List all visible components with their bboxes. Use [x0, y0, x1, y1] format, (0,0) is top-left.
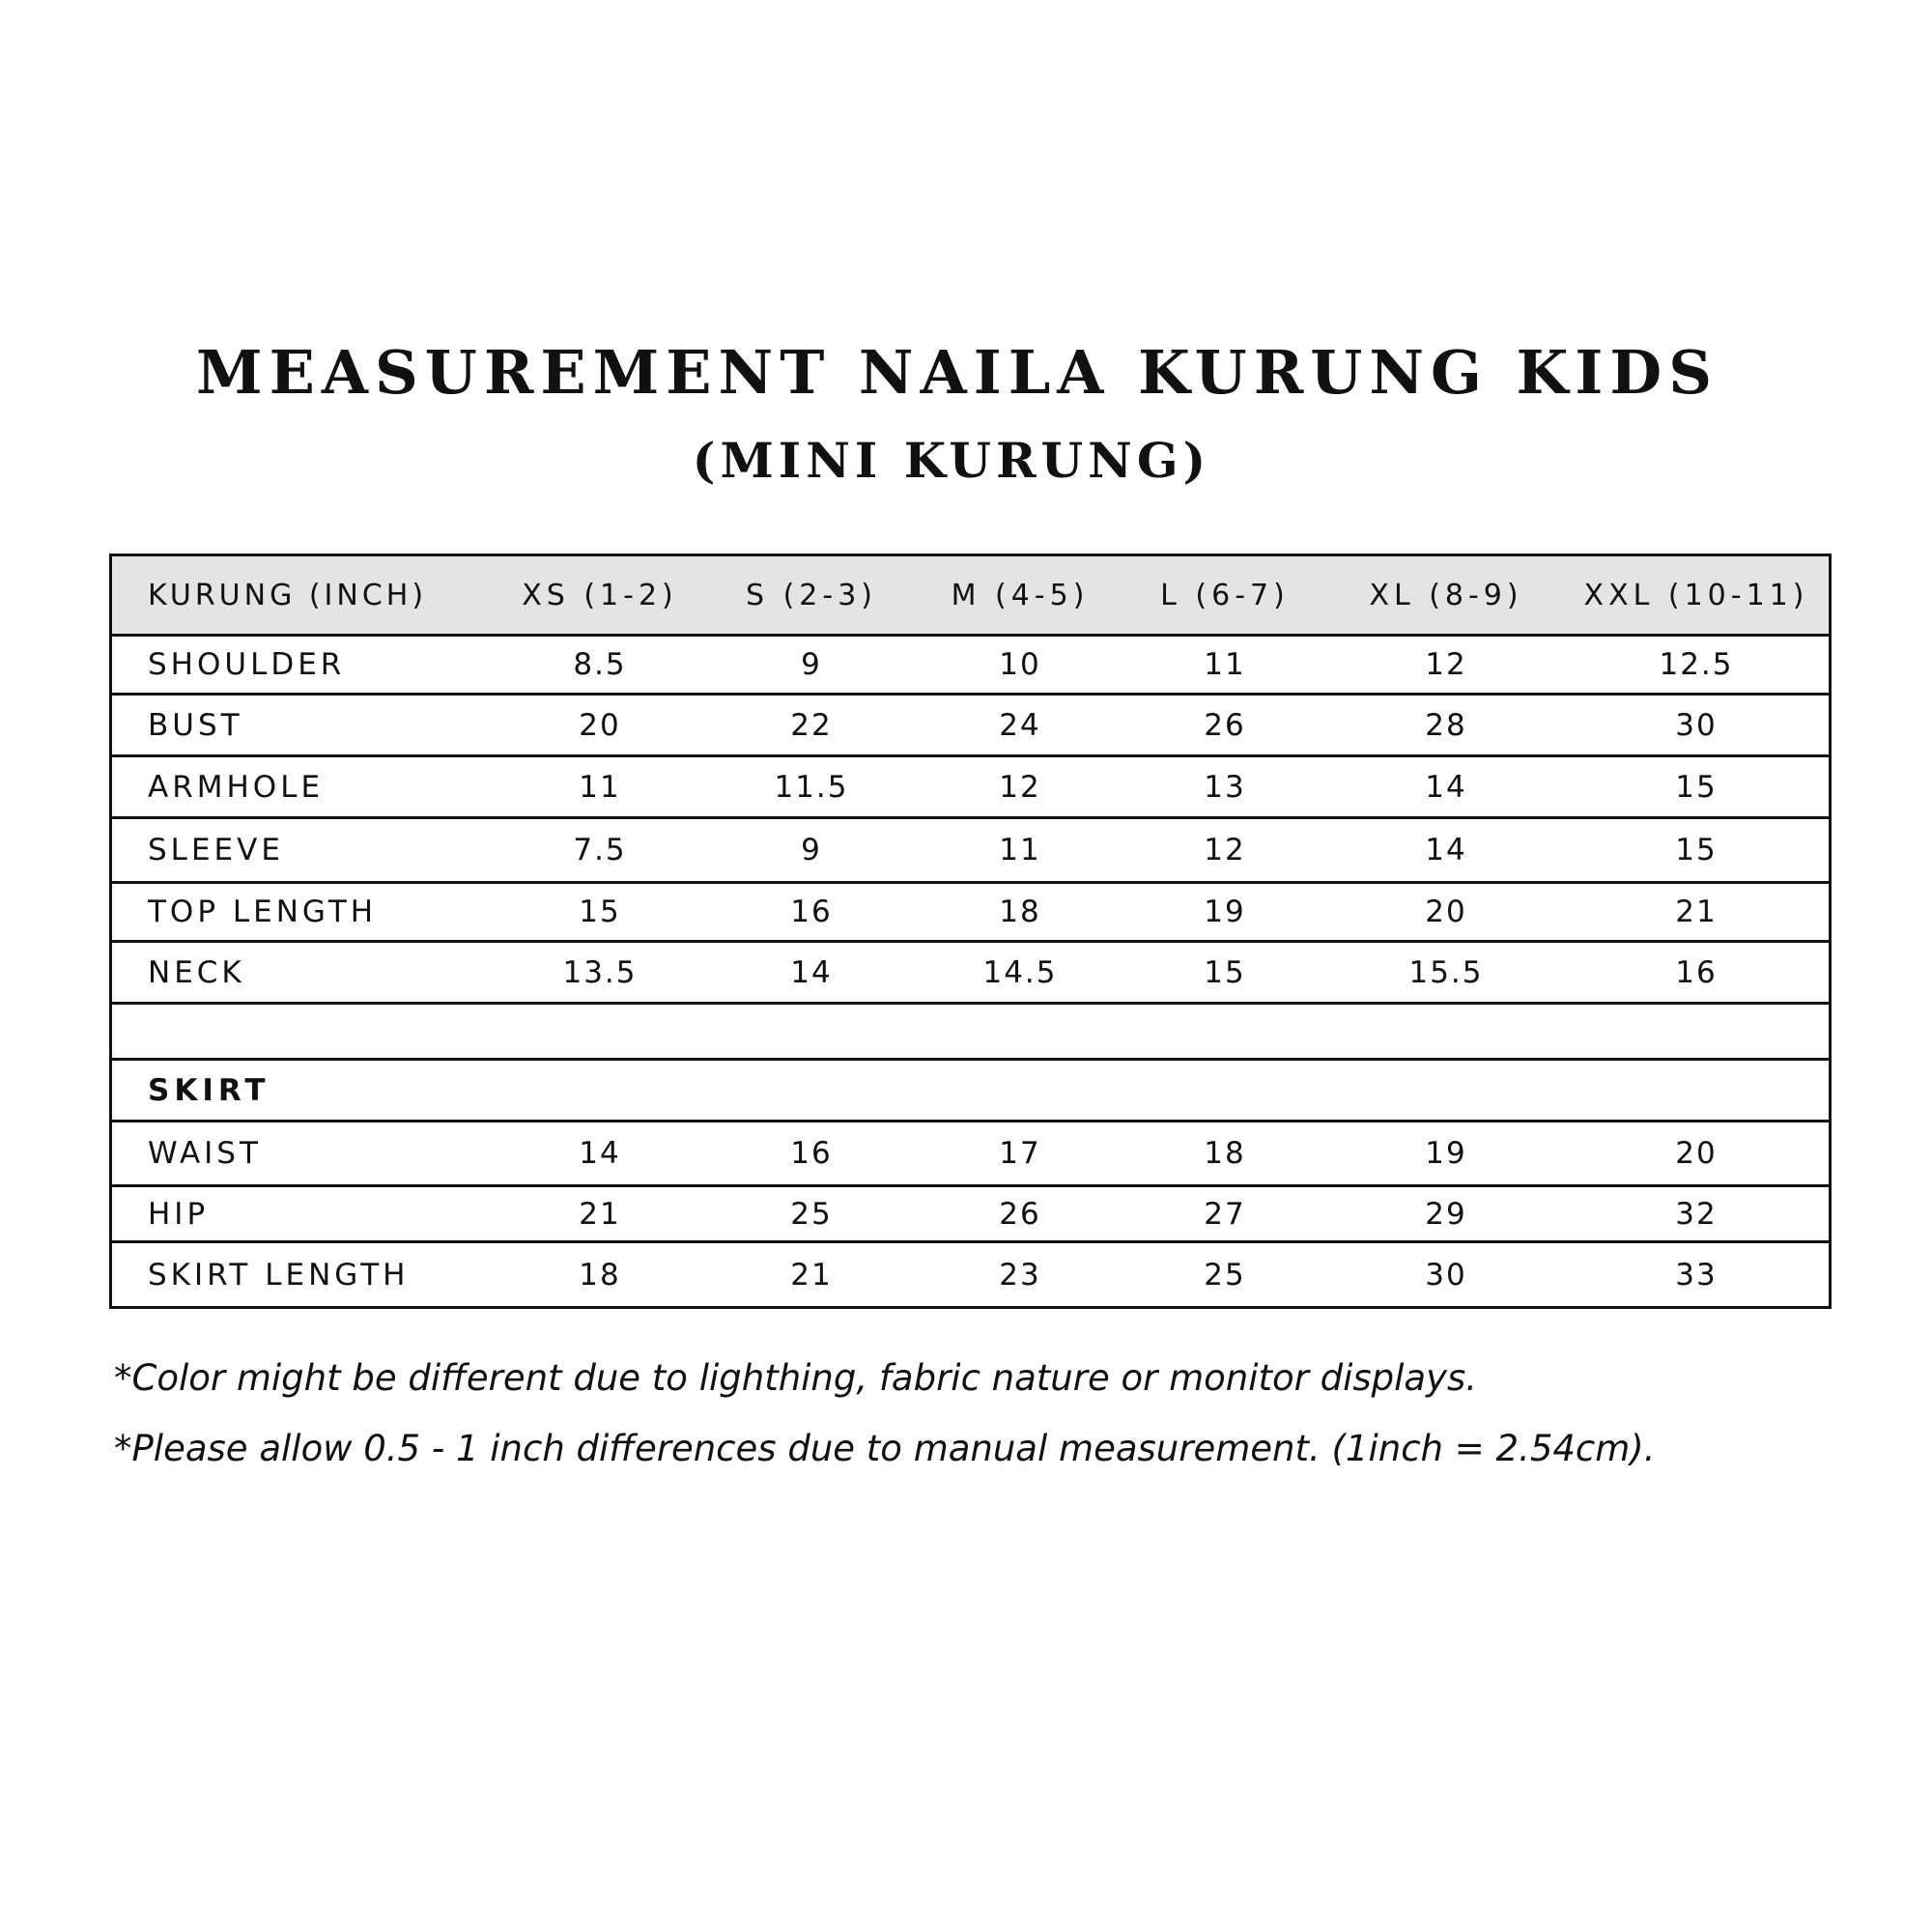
- measurement-value: 18: [579, 1257, 621, 1293]
- measurement-value: 15: [1675, 833, 1718, 867]
- measurement-value: 15: [579, 895, 621, 929]
- measurement-value: 15.5: [1408, 954, 1484, 990]
- measurement-value: 18: [1204, 1136, 1246, 1171]
- note-color: *Color might be different due to lighthing, fabric nature or monitor displays.: [114, 1357, 1478, 1399]
- measurement-value: 20: [1675, 1136, 1718, 1171]
- measurement-value: 26: [999, 1196, 1041, 1232]
- measurement-value: 21: [790, 1257, 833, 1293]
- measurement-label: TOP LENGTH: [148, 895, 378, 929]
- table-row: [112, 757, 1829, 819]
- note-measurement: *Please allow 0.5 - 1 inch differences due to manual measurement. (1inch = 2.54cm).: [114, 1428, 1656, 1469]
- measurement-label: WAIST: [148, 1136, 262, 1171]
- measurement-value: 14: [1425, 769, 1467, 805]
- table-row: [112, 637, 1829, 696]
- measurement-value: 32: [1675, 1196, 1718, 1232]
- measurement-value: 13.5: [562, 954, 638, 990]
- measurement-value: 12: [1425, 647, 1467, 682]
- skirt-section-row: [112, 1061, 1829, 1122]
- measurement-value: 14.5: [982, 954, 1058, 990]
- table-header-row: [112, 556, 1829, 637]
- header-label: KURUNG (INCH): [148, 578, 428, 612]
- measurement-value: 25: [1204, 1257, 1246, 1293]
- measurement-value: 21: [1675, 895, 1718, 929]
- measurement-label: BUST: [148, 707, 243, 743]
- measurement-value: 7.5: [573, 833, 627, 867]
- measurement-value: 16: [790, 1136, 833, 1171]
- measurement-value: 19: [1204, 895, 1246, 929]
- measurement-label: ARMHOLE: [148, 769, 325, 805]
- measurement-value: 20: [579, 707, 621, 743]
- measurement-value: 8.5: [573, 647, 627, 682]
- measurement-value: 16: [790, 895, 833, 929]
- measurement-value: 11: [1204, 647, 1246, 682]
- measurement-value: 21: [579, 1196, 621, 1232]
- measurement-value: 14: [790, 954, 833, 990]
- measurement-value: 22: [790, 707, 833, 743]
- table-row: [112, 1122, 1829, 1187]
- measurement-value: 15: [1675, 769, 1718, 805]
- measurement-value: 9: [801, 833, 822, 867]
- size-column-header: XS (1-2): [522, 578, 678, 612]
- measurement-value: 30: [1675, 707, 1718, 743]
- measurement-value: 14: [579, 1136, 621, 1171]
- measurement-value: 29: [1425, 1196, 1467, 1232]
- size-chart-table: [109, 554, 1832, 1309]
- measurement-label: NECK: [148, 954, 245, 990]
- measurement-value: 18: [999, 895, 1041, 929]
- size-column-header: XL (8-9): [1369, 578, 1523, 612]
- measurement-label: SKIRT LENGTH: [148, 1257, 410, 1293]
- measurement-label: SLEEVE: [148, 833, 284, 867]
- page-subtitle: (MINI KURUNG): [692, 432, 1211, 489]
- table-row: [112, 884, 1829, 943]
- size-column-header: S (2-3): [746, 578, 877, 612]
- size-column-header: M (4-5): [951, 578, 1090, 612]
- measurement-value: 11: [579, 769, 621, 805]
- table-spacer-row: [112, 1005, 1829, 1061]
- measurement-value: 17: [999, 1136, 1041, 1171]
- measurement-value: 12: [999, 769, 1041, 805]
- measurement-value: 27: [1204, 1196, 1246, 1232]
- table-row: [112, 696, 1829, 757]
- measurement-value: 20: [1425, 895, 1467, 929]
- measurement-value: 16: [1675, 954, 1718, 990]
- size-column-header: L (6-7): [1160, 578, 1290, 612]
- page-title: MEASUREMENT NAILA KURUNG KIDS: [196, 337, 1719, 408]
- measurement-value: 24: [999, 707, 1041, 743]
- measurement-value: 11.5: [774, 769, 849, 805]
- table-row: [112, 1187, 1829, 1243]
- measurement-value: 12.5: [1659, 647, 1734, 682]
- table-row: [112, 943, 1829, 1005]
- measurement-value: 19: [1425, 1136, 1467, 1171]
- measurement-value: 12: [1204, 833, 1246, 867]
- measurement-value: 14: [1425, 833, 1467, 867]
- skirt-section-heading: SKIRT: [148, 1072, 270, 1108]
- measurement-value: 25: [790, 1196, 833, 1232]
- measurement-label: HIP: [148, 1196, 210, 1232]
- measurement-label: SHOULDER: [148, 647, 346, 682]
- table-row: [112, 819, 1829, 884]
- measurement-value: 15: [1204, 954, 1246, 990]
- measurement-value: 13: [1204, 769, 1246, 805]
- measurement-value: 30: [1425, 1257, 1467, 1293]
- measurement-value: 11: [999, 833, 1041, 867]
- measurement-value: 33: [1675, 1257, 1718, 1293]
- measurement-value: 23: [999, 1257, 1041, 1293]
- measurement-value: 10: [999, 647, 1041, 682]
- measurement-value: 26: [1204, 707, 1246, 743]
- size-column-header: XXL (10-11): [1583, 578, 1809, 612]
- table-row: [112, 1243, 1829, 1306]
- measurement-value: 28: [1425, 707, 1467, 743]
- measurement-value: 9: [801, 647, 822, 682]
